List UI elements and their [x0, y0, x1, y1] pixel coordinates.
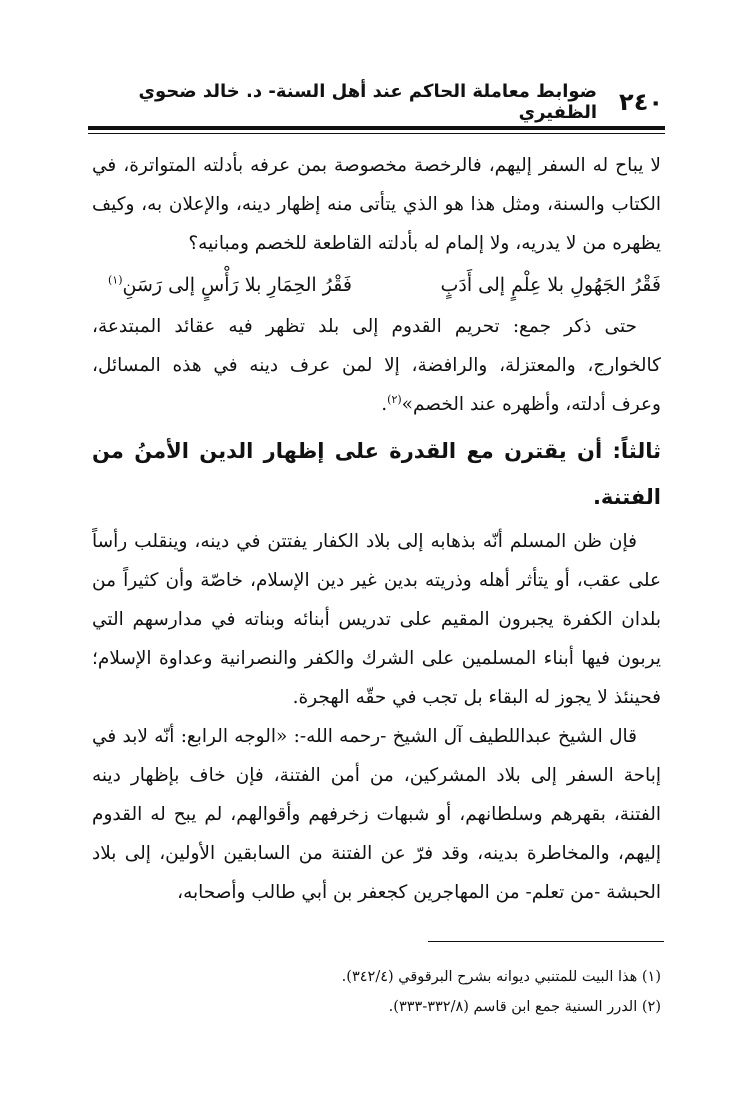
page-number: ٢٤٠	[619, 88, 663, 116]
paragraph: قال الشيخ عبداللطيف آل الشيخ -رحمه الله-: «الوجه الرابع: أنّه لابد في إباحة السفر إلى بلاد المشركين، من أمن الفتنة، فإن خاف بإظهار دينه الفتنة، بقهرهم وسلطانهم، أو شبهات زخرفهم وأقوالهم، لم يبح له القدوم إليهم، والمخاطرة بدينه، وقد فرّ عن الفتنة من السابقين الأولين، إلى بلاد الحبشة -من تعلم- من المهاجرين كجعفر بن أبي طالب وأصحابه،	[92, 726, 661, 903]
verse-second-hemistich: فَقْرُ الحِمَارِ بلا رَأْسٍ إلى رَسَنِ$^{(١)}$	[108, 273, 352, 296]
running-title: ضوابط معاملة الحاكم عند أهل السنة- د. خالد ضحوي الظفيري	[138, 81, 598, 123]
footnotes	[92, 962, 661, 1022]
header-rule-thick	[88, 126, 665, 130]
poetry-verse	[92, 263, 661, 307]
footnote-1: (١) هذا البيت للمتنبي ديوانه بشرح البرقوقي (٣٤٢/٤).	[341, 969, 661, 985]
section-heading: ثالثاً: أن يقترن مع القدرة على إظهار الدين الأمنُ من الفتنة.	[92, 439, 661, 509]
footnote-ref-2: (٢)	[387, 392, 402, 406]
footnote-ref-1: (١)	[108, 273, 123, 287]
paragraph: فإن ظن المسلم أنّه بذهابه إلى بلاد الكفار يفتتن في دينه، وينقلب رأساً على عقب، أو يتأثر أهله وذريته بدين غير دين الإسلام، خاصّة وأن كثيراً من بلدان الكفرة يجبرون المقيم على تدريس أبنائه وبناته في مدارسهم التي يربون فيها أبناء المسلمين على الشرك والكفر والنصرانية وعداوة الإسلام؛ فحينئذ لا يجوز له البقاء بل تجب في حقّه الهجرة.	[92, 531, 661, 708]
paragraph: حتى ذكر جمع: تحريم القدوم إلى بلد تظهر فيه عقائد المبتدعة، كالخوارج، والمعتزلة، والرافضة، إلا لمن عرف دينه في هذه المسائل، وعرف أدلته، وأظهره عند الخصم»$^{(٢)}$.	[92, 316, 661, 415]
verse-first-hemistich: فَقْرُ الجَهُولِ بلا عِلْمٍ إلى أَدَبٍ	[440, 274, 661, 296]
header-rule-thin	[88, 133, 665, 134]
main-text	[92, 146, 661, 912]
footnote-2: (٢) الدرر السنية جمع ابن قاسم (٣٣٢/٨-٣٣٣).	[388, 999, 661, 1015]
paragraph: لا يباح له السفر إليهم، فالرخصة مخصوصة بمن عرفه بأدلته المتواترة، في الكتاب والسنة، ومثل هذا هو الذي يتأتى منه إظهار دينه، والإعلان به، وكيف يظهره من لا يدريه، ولا إلمام له بأدلته القاطعة للخصم ومبانيه؟	[92, 155, 661, 254]
footnote-separator	[428, 941, 664, 942]
page-header	[88, 82, 663, 122]
